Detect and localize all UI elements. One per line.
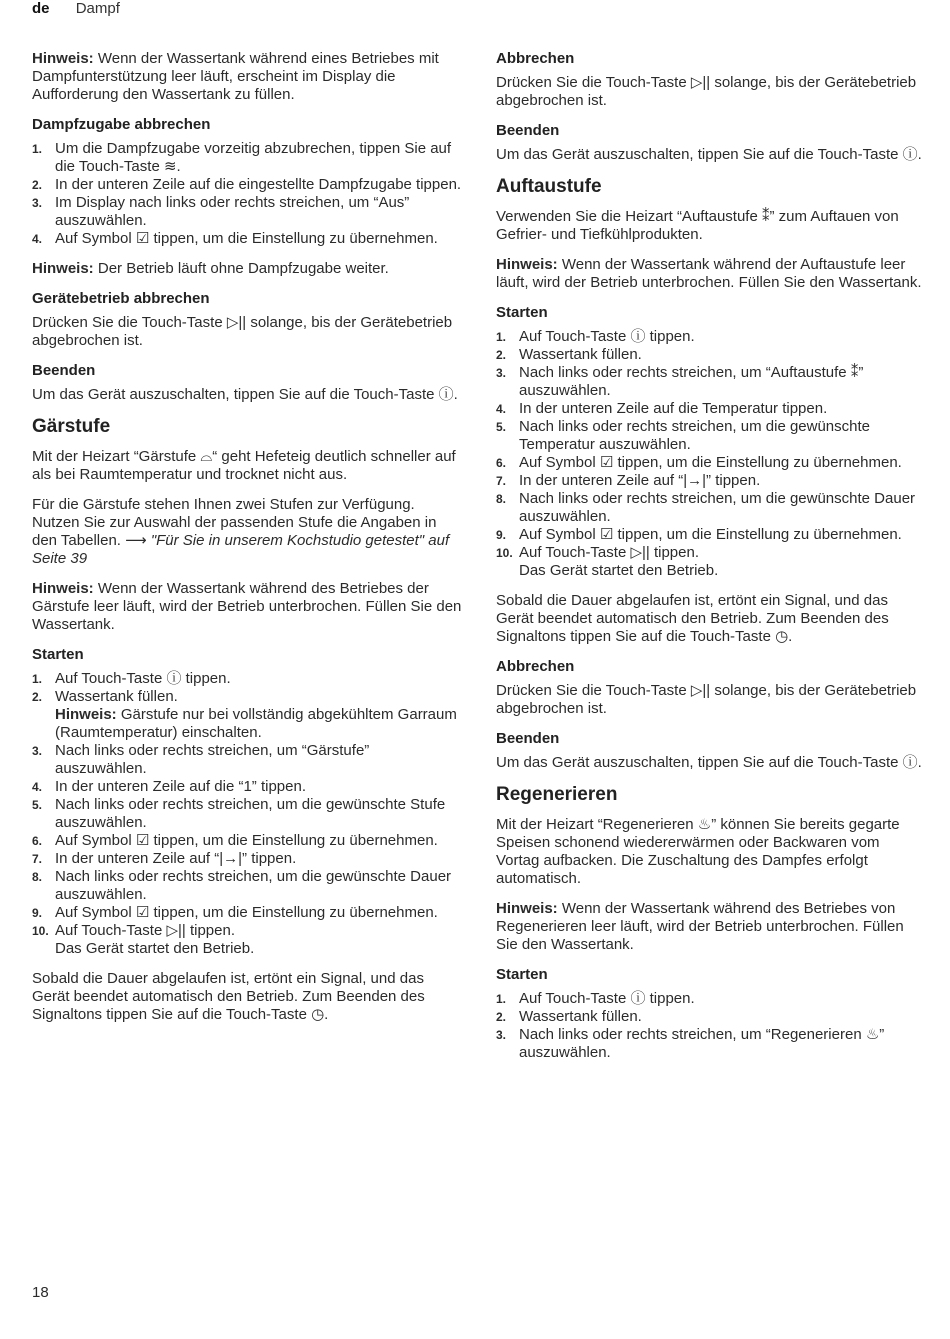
note-paragraph: Hinweis: Wenn der Wassertank während der Auftaustufe leer läuft, wird der Betrieb unterbrochen. Füllen Sie den Wassertank.	[496, 256, 922, 291]
left-column	[32, 50, 462, 1036]
subheading-dampfzugabe: Dampfzugabe abbrechen	[32, 116, 211, 133]
list-item: 4. In der unteren Zeile auf die “1” tippen.	[32, 778, 306, 795]
paragraph: Sobald die Dauer abgelaufen ist, ertönt ein Signal, und das Gerät beendet automatisch den Betrieb. Zum Beenden des Signaltons tippen Sie auf die Touch-Taste ◷.	[496, 592, 889, 645]
list-item: 3. Nach links oder rechts streichen, um “Gärstufe” auszuwählen.	[32, 742, 370, 777]
heading-auftaustufe: Auftaustufe	[496, 176, 602, 197]
list-item: 2. Wassertank füllen. Hinweis: Gärstufe nur bei vollständig abgekühltem Garraum (Raumtemperatur) einschalten.	[32, 688, 457, 741]
list-item: 2. Wassertank füllen.	[496, 1008, 642, 1025]
paragraph: Verwenden Sie die Heizart “Auftaustufe ⁑” zum Auftauen von Gefrier- und Tiefkühlprodukten.	[496, 208, 899, 243]
list-item: 1. Auf Touch-Taste ⓘ tippen.	[496, 990, 695, 1007]
list-item: 7. In der unteren Zeile auf “|→|” tippen.	[496, 472, 761, 489]
paragraph: Um das Gerät auszuschalten, tippen Sie auf die Touch-Taste ⓘ.	[496, 146, 922, 163]
paragraph: Drücken Sie die Touch-Taste ▷|| solange, bis der Gerätebetrieb abgebrochen ist.	[496, 74, 917, 109]
subheading-geraetebetrieb: Gerätebetrieb abbrechen	[32, 290, 210, 307]
note-text: Wenn der Wassertank während eines Betriebes mit Dampfunterstützung leer läuft, erscheint im Display die Aufforderung den Wassertank zu füllen.	[32, 50, 439, 103]
note-paragraph: Hinweis: Wenn der Wassertank während des Betriebes der Gärstufe leer läuft, wird der Betrieb unterbrochen. Füllen Sie den Wassertank.	[32, 580, 462, 633]
paragraph: Drücken Sie die Touch-Taste ▷|| solange, bis der Gerätebetrieb abgebrochen ist.	[496, 682, 917, 717]
list-item: 9. Auf Symbol ☑ tippen, um die Einstellung zu übernehmen.	[32, 904, 438, 921]
subheading-abbrechen: Abbrechen	[496, 658, 575, 675]
cross-reference-link[interactable]: "Für Sie in unserem Kochstudio getestet" auf Seite 39	[32, 532, 450, 567]
subheading-starten: Starten	[496, 966, 548, 983]
note-paragraph	[32, 50, 462, 104]
paragraph: Um das Gerät auszuschalten, tippen Sie auf die Touch-Taste ⓘ.	[32, 386, 458, 403]
list-item: 4. In der unteren Zeile auf die Temperatur tippen.	[496, 400, 828, 417]
list-item: 10. Auf Touch-Taste ▷|| tippen. Das Gerät startet den Betrieb.	[32, 922, 255, 957]
page-header	[32, 0, 120, 18]
list-item: 6. Auf Symbol ☑ tippen, um die Einstellung zu übernehmen.	[32, 832, 438, 849]
subheading-beenden: Beenden	[496, 730, 560, 747]
note-paragraph: Hinweis: Wenn der Wassertank während des Betriebes von Regenerieren leer läuft, wird der Betrieb unterbrochen. Füllen Sie den Wassertank.	[496, 900, 904, 953]
note-label: Hinweis:	[32, 50, 94, 67]
list-item: 3. Nach links oder rechts streichen, um “Regenerieren ♨” auszuwählen.	[496, 1026, 885, 1061]
list-item: 1. Auf Touch-Taste ⓘ tippen.	[32, 670, 231, 687]
language-code: de	[32, 0, 50, 17]
subheading-beenden: Beenden	[32, 362, 96, 379]
section-name: Dampf	[75, 0, 120, 17]
list-item: 5. Nach links oder rechts streichen, um die gewünschte Temperatur auszuwählen.	[496, 418, 871, 453]
list-item: 10. Auf Touch-Taste ▷|| tippen. Das Gerät startet den Betrieb.	[496, 544, 719, 579]
subheading-starten: Starten	[32, 646, 84, 663]
list-item: 1. Um die Dampfzugabe vorzeitig abzubrechen, tippen Sie auf die Touch-Taste ≋.	[32, 140, 452, 175]
note-paragraph: Hinweis: Der Betrieb läuft ohne Dampfzugabe weiter.	[32, 260, 389, 277]
right-column	[496, 50, 926, 1074]
list-item: 2. In der unteren Zeile auf die eingestellte Dampfzugabe tippen.	[32, 176, 462, 193]
list-item: 8. Nach links oder rechts streichen, um die gewünschte Dauer auszuwählen.	[496, 490, 916, 525]
paragraph: Sobald die Dauer abgelaufen ist, ertönt ein Signal, und das Gerät beendet automatisch den Betrieb. Zum Beenden des Signaltons tippen Sie auf die Touch-Taste ◷.	[32, 970, 425, 1023]
paragraph: Um das Gerät auszuschalten, tippen Sie auf die Touch-Taste ⓘ.	[496, 754, 922, 771]
paragraph: Drücken Sie die Touch-Taste ▷|| solange, bis der Gerätebetrieb abgebrochen ist.	[32, 314, 453, 349]
page-number: 18	[32, 1284, 49, 1301]
list-item: 5. Nach links oder rechts streichen, um die gewünschte Stufe auszuwählen.	[32, 796, 446, 831]
heading-gaerstufe: Gärstufe	[32, 416, 111, 437]
paragraph: Mit der Heizart “Regenerieren ♨” können Sie bereits gegarte Speisen schonend wiedererwärmen oder Backwaren vom Vortag aufbacken. Die Zuschaltung des Dampfes erfolgt automatisch.	[496, 816, 900, 887]
list-item: 3. Im Display nach links oder rechts streichen, um “Aus” auszuwählen.	[32, 194, 410, 229]
subheading-starten: Starten	[496, 304, 548, 321]
steps-dampfzugabe	[32, 140, 462, 248]
steps-gaerstufe	[32, 670, 462, 958]
subheading-abbrechen: Abbrechen	[496, 50, 575, 67]
list-item: 7. In der unteren Zeile auf “|→|” tippen.	[32, 850, 297, 867]
list-item: 8. Nach links oder rechts streichen, um die gewünschte Dauer auszuwählen.	[32, 868, 452, 903]
list-item: 2. Wassertank füllen.	[496, 346, 642, 363]
list-item: 1. Auf Touch-Taste ⓘ tippen.	[496, 328, 695, 345]
list-item: 9. Auf Symbol ☑ tippen, um die Einstellung zu übernehmen.	[496, 526, 902, 543]
steps-regenerieren	[496, 990, 926, 1062]
list-item: 3. Nach links oder rechts streichen, um “Auftaustufe ⁑” auszuwählen.	[496, 364, 864, 399]
list-item: 6. Auf Symbol ☑ tippen, um die Einstellung zu übernehmen.	[496, 454, 902, 471]
paragraph: Für die Gärstufe stehen Ihnen zwei Stufen zur Verfügung. Nutzen Sie zur Auswahl der passenden Stufe die Angaben in den Tabellen. ⟶ "Für Sie in unserem Kochstudio getestet" auf Seite 39	[32, 496, 450, 567]
subheading-beenden: Beenden	[496, 122, 560, 139]
heading-regenerieren: Regenerieren	[496, 784, 618, 805]
steps-auftaustufe	[496, 328, 926, 580]
list-item: 4. Auf Symbol ☑ tippen, um die Einstellung zu übernehmen.	[32, 230, 438, 247]
paragraph: Mit der Heizart “Gärstufe ⌓“ geht Hefeteig deutlich schneller auf als bei Raumtemperatur und trocknet nicht aus.	[32, 448, 456, 483]
